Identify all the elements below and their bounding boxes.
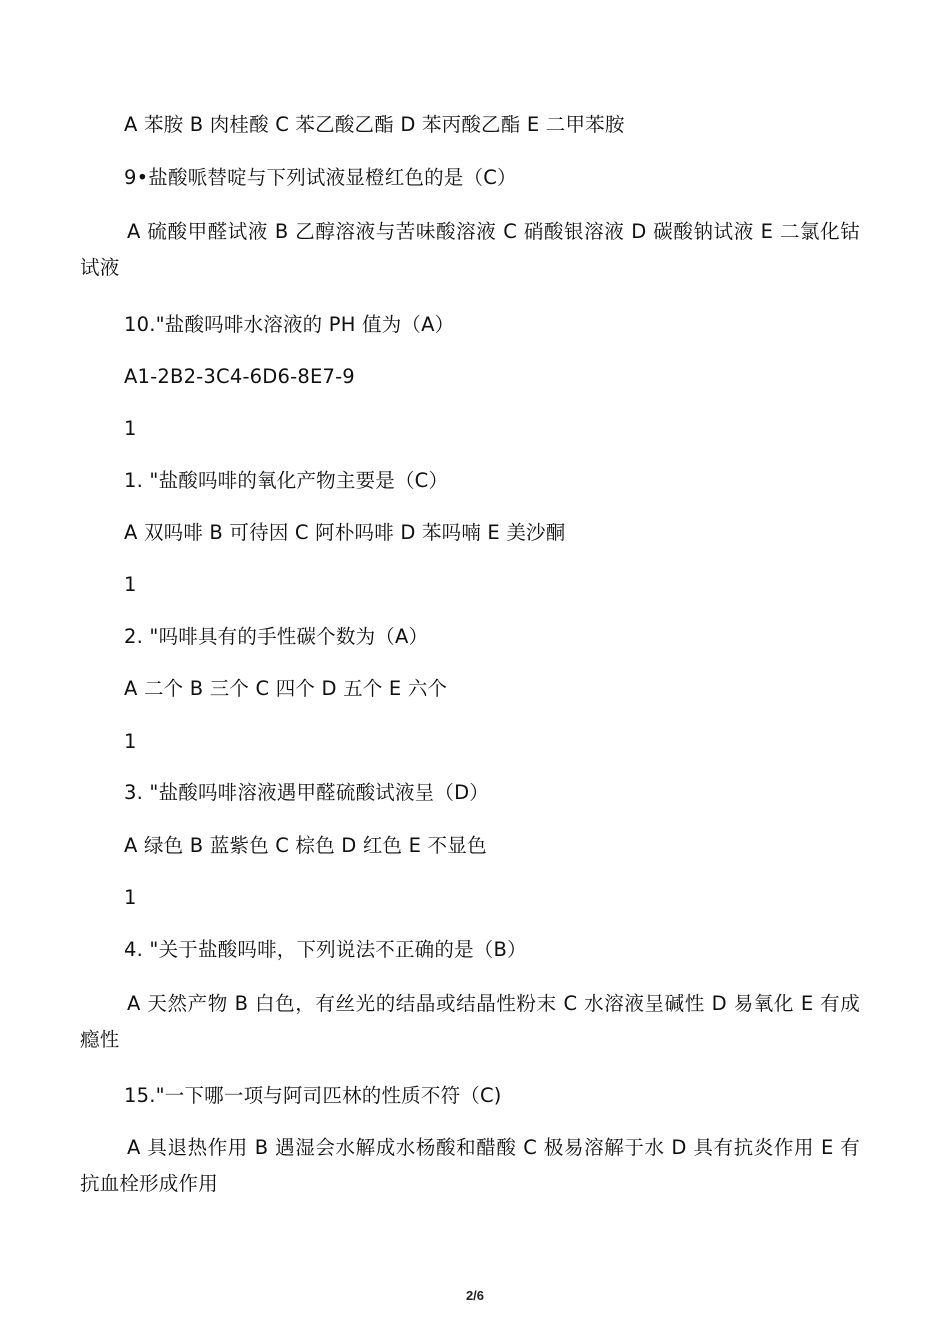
question-15: 15."一下哪一项与阿司匹林的性质不符（C) <box>124 1084 502 1107</box>
answer-options-14: A 天然产物 B 白色，有丝光的结晶或结晶性粉末 C 水溶液呈碱性 D 易氧化 E 有成瘾性 <box>80 992 860 1051</box>
question-14: 4. "关于盐酸吗啡，下列说法不正确的是（B） <box>124 938 527 961</box>
list-number-fragment: 1 <box>124 886 137 909</box>
question-11: 1. "盐酸吗啡的氧化产物主要是（C） <box>124 469 449 492</box>
answer-options-15: A 具退热作用 B 遇湿会水解成水杨酸和醋酸 C 极易溶解于水 D 具有抗炎作用 E 有抗血栓形成作用 <box>80 1136 860 1195</box>
answer-options-12: A 二个 B 三个 C 四个 D 五个 E 六个 <box>124 677 448 700</box>
page-number: 2/6 <box>465 1288 485 1303</box>
answer-options-10: A1-2B2-3C4-6D6-8E7-9 <box>124 365 355 388</box>
question-13: 3. "盐酸吗啡溶液遇甲醛硫酸试液呈（D） <box>124 781 489 804</box>
question-9: 9•盐酸哌替啶与下列试液显橙红色的是（C） <box>124 166 517 189</box>
answer-options-13: A 绿色 B 蓝紫色 C 棕色 D 红色 E 不显色 <box>124 834 487 857</box>
list-number-fragment: 1 <box>124 573 137 596</box>
list-number-fragment: 1 <box>124 417 137 440</box>
answer-options-9: A 硫酸甲醛试液 B 乙醇溶液与苦味酸溶液 C 硝酸银溶液 D 碳酸钠试液 E 二氯化钴试液 <box>80 220 860 279</box>
question-12: 2. "吗啡具有的手性碳个数为（A） <box>124 625 429 648</box>
question-10: 10."盐酸吗啡水溶液的 PH 值为（A） <box>124 313 455 336</box>
list-number-fragment: 1 <box>124 730 137 753</box>
answer-options-8: A 苯胺 B 肉桂酸 C 苯乙酸乙酯 D 苯丙酸乙酯 E 二甲苯胺 <box>124 113 625 136</box>
answer-options-11: A 双吗啡 B 可待因 C 阿朴吗啡 D 苯吗喃 E 美沙酮 <box>124 521 566 544</box>
